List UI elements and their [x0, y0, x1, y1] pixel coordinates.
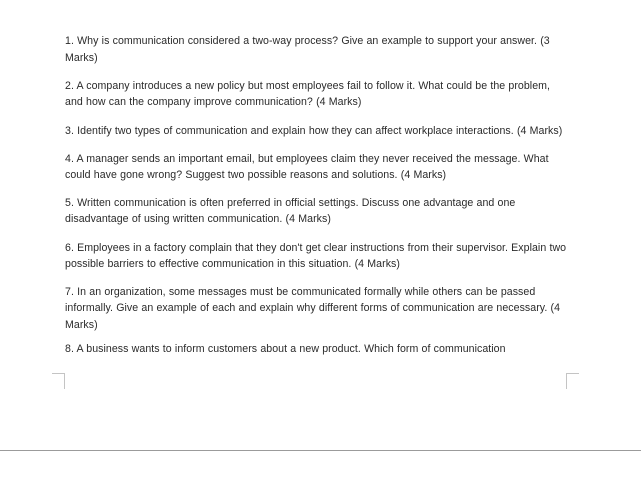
question-2: 2. A company introduces a new policy but most employees fail to follow it. What could be the problem, and how can the company improve communication? (4 Marks)	[65, 79, 551, 108]
question-5: 5. Written communication is often preferred in official settings. Discuss one advantage and one disadvantage of using written communication. (4 Marks)	[65, 196, 516, 225]
page-gap	[0, 451, 641, 481]
question-7: 7. In an organization, some messages must be communicated formally while others can be passed informally. Give an example of each and explain why different forms of communication are necessary. (4 Marks)	[65, 285, 561, 331]
right-margin-corner-mark	[566, 373, 579, 389]
question-1: 1. Why is communication considered a two-way process? Give an example to support your answer. (3 Marks)	[65, 35, 550, 64]
question-4: 4. A manager sends an important email, but employees claim they never received the message. What could have gone wrong? Suggest two possible reasons and solutions. (4 Marks)	[65, 152, 549, 181]
question-3: 3. Identify two types of communication and explain how they can affect workplace interactions. (4 Marks)	[65, 124, 563, 137]
question-8: 8. A business wants to inform customers about a new product. Which form of communication	[65, 343, 506, 355]
question-6: 6. Employees in a factory complain that they don't get clear instructions from their supervisor. Explain two possible barriers to effective communication in this situation. (4 Marks)	[65, 241, 567, 270]
left-margin-corner-mark	[52, 373, 65, 389]
question-list	[65, 33, 570, 369]
